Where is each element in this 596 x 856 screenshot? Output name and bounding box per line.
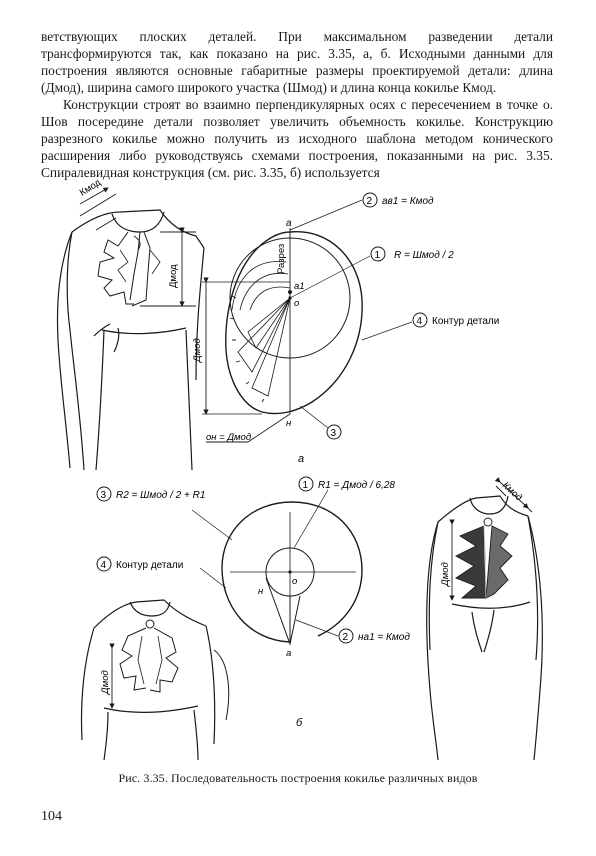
construction-b — [192, 490, 362, 644]
paragraph-2: Конструкции строят во взаимно перпендикулярных осях с пересечением в точке о. Шов посередине детали позволяет увеличить объемность кокилье. Конструкцию разрезного кокилье можно получить из исходного шаблона методом конического расширения либо руководствуясь схемами построения, показанными на рис. 3.35. Спиралевидная конструкция (см. рис. 3.35, б) используется — [41, 97, 553, 180]
svg-text:1: 1 — [302, 480, 309, 491]
point-a-b-label: а — [286, 648, 292, 659]
point-o-b-label: о — [292, 576, 298, 587]
callout-a-2 — [363, 193, 434, 207]
point-o-dot — [288, 296, 291, 299]
callout-a-3 — [327, 425, 341, 439]
svg-text:3: 3 — [330, 428, 337, 439]
svg-text:1: 1 — [374, 250, 381, 261]
svg-text:4: 4 — [100, 560, 107, 571]
callout-b-2-text: на1 = Кмод — [358, 632, 410, 643]
page-number: 104 — [41, 809, 62, 824]
point-o-b-dot — [288, 570, 291, 573]
sketch-b-left-d-label: Дмод — [100, 670, 111, 694]
svg-text:3: 3 — [100, 490, 107, 501]
callout-b-2 — [339, 629, 410, 643]
svg-text:4: 4 — [416, 316, 423, 327]
point-a-label: а — [286, 218, 292, 229]
callout-b-4 — [97, 557, 183, 571]
point-a1-dot — [288, 290, 292, 294]
callout-b-1-text: R1 = Дмод / 6,28 — [318, 480, 395, 491]
svg-text:2: 2 — [366, 196, 373, 207]
cut-label: Разрез — [276, 243, 287, 274]
sketch-a-k-label: Кмод — [77, 177, 103, 199]
callout-a-1 — [371, 247, 454, 261]
svg-text:2: 2 — [342, 632, 349, 643]
callout-b-4-text: Контур детали — [116, 560, 184, 571]
point-n-label: н — [286, 418, 292, 429]
callout-a-1-text: R = Шмод / 2 — [394, 250, 454, 261]
figure-b-sublabel: б — [296, 717, 303, 729]
callout-b-1 — [299, 477, 395, 491]
sketch-a-d-label: Дмод — [168, 264, 179, 288]
point-a1-label: а1 — [294, 281, 305, 292]
point-n-b-label: н — [258, 586, 264, 597]
callout-a-2-text: ав1 = Кмод — [382, 196, 434, 207]
callout-a-4-text: Контур детали — [432, 316, 500, 327]
construction-a — [202, 200, 412, 442]
sketch-b-right-k-label: Кмод — [499, 480, 525, 504]
callout-b-3 — [97, 487, 205, 501]
sketch-b-right-d-label: Дмод — [440, 562, 451, 586]
length-dim-label: Дмод — [192, 338, 203, 362]
figure-a-sublabel: а — [298, 453, 305, 465]
sketch-b-right-jabot — [456, 518, 512, 598]
callout-b-3-text: R2 = Шмод / 2 + R1 — [116, 490, 206, 501]
on-label: он = Дмод — [206, 432, 252, 443]
sketch-b-left-jabot — [112, 620, 178, 708]
sketch-a-jabot — [98, 232, 160, 306]
point-o-label: о — [294, 298, 300, 309]
figure-caption: Рис. 3.35. Последовательность построения кокилье различных видов — [118, 771, 478, 785]
callout-a-4 — [413, 313, 499, 327]
paragraph-1: ветствующих плоских деталей. При максимальном разведении детали трансформируются так, как показано на рис. 3.35, а, б. Исходными данными для построения являются основные габаритные размеры проектируемой детали: длина (Дмод), ширина самого широкого участка (Шмод) и длина конца кокилье Кмод. — [41, 29, 553, 95]
